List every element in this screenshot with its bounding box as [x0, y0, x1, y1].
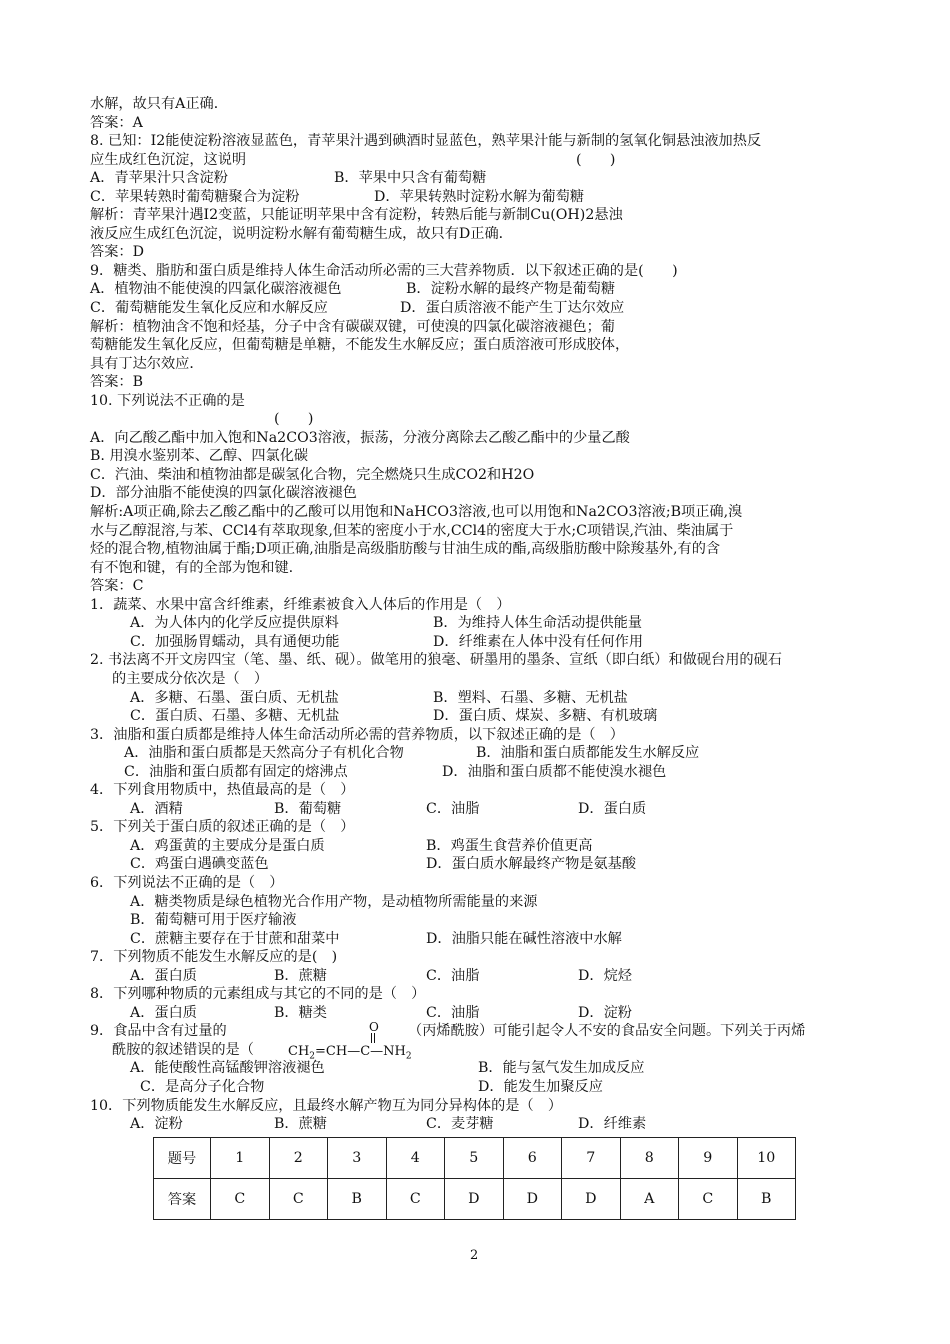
answer-cell: D	[445, 1179, 504, 1220]
answer-cell: A	[620, 1179, 679, 1220]
option-row: B. 用溴水鉴别苯、乙醇、四氯化碳	[90, 448, 309, 465]
question-number: 9	[679, 1138, 738, 1179]
question-line: 8．下列哪种物质的元素组成与其它的不同的是（ ）	[90, 986, 426, 1003]
question-line: 酰胺的叙述错误的是（	[112, 1041, 254, 1058]
analysis-line: 有不饱和键，有的全部为饱和键.	[90, 559, 294, 576]
option-row: A．蛋白质 B．蔗糖 C．油脂 D．烷烃	[130, 967, 632, 984]
option-row: C．是高分子化合物 D．能发生加聚反应	[140, 1078, 603, 1095]
question-line: 7．下列物质不能发生水解反应的是( )	[90, 949, 338, 966]
question-number: 10	[737, 1138, 796, 1179]
option-row: A．淀粉 B．蔗糖 C．麦芽糖 D．纤维素	[130, 1116, 647, 1133]
option-row: A．油脂和蛋白质都是天然高分子有机化合物 B．油脂和蛋白质都能发生水解反应	[124, 745, 700, 762]
analysis-line: 烃的混合物,植物油属于酯;D项正确,油脂是高级脂肪酸与甘油生成的酯,高级脂肪酸中除羧基外,有的含	[90, 541, 721, 558]
option-row: C．葡萄糖能发生氧化反应和水解反应 D．蛋白质溶液不能产生丁达尔效应	[90, 300, 625, 317]
answer-cell: C	[269, 1179, 328, 1220]
option-row: C．苹果转熟时葡萄糖聚合为淀粉 D．苹果转熟时淀粉水解为葡萄糖	[90, 188, 585, 205]
option-row: C．鸡蛋白遇碘变蓝色 D．蛋白质水解最终产物是氨基酸	[130, 856, 637, 873]
question-line: 的主要成分依次是（ ）	[112, 670, 269, 687]
option-row: A．植物油不能使溴的四氯化碳溶液褪色 B．淀粉水解的最终产物是葡萄糖	[90, 281, 616, 298]
answer-cell: D	[562, 1179, 621, 1220]
question-number: 1	[211, 1138, 270, 1179]
question-8-line: 8. 已知：I2能使淀粉溶液显蓝色，青苹果汁遇到碘酒时显蓝色，熟苹果汁能与新制的氢氧化铜悬浊液加热反	[90, 133, 762, 150]
answer-cell: C	[679, 1179, 738, 1220]
analysis-line: 水与乙醇混溶,与苯、CCl4有萃取现象,但苯的密度小于水,CCl4的密度大于水;C项错误,汽油、柴油属于	[90, 522, 734, 539]
question-line: 9．食品中含有过量的 （丙烯酰胺）可能引起令人不安的食品安全问题。下列关于丙烯	[90, 1023, 806, 1040]
option-row: C．汽油、柴油和植物油都是碳氢化合物，完全燃烧只生成CO2和H2O	[90, 466, 535, 483]
analysis-line: 具有丁达尔效应．	[90, 355, 204, 372]
question-number: 6	[503, 1138, 562, 1179]
answer-table	[153, 1137, 796, 1220]
question-number: 3	[328, 1138, 387, 1179]
answer-cell: C	[386, 1179, 445, 1220]
analysis-line: 解析：青苹果汁遇I2变蓝，只能证明苹果中含有淀粉，转熟后能与新制Cu(OH)2悬浊	[90, 207, 623, 224]
question-number: 8	[620, 1138, 679, 1179]
option-row: B．葡萄糖可用于医疗输液	[130, 912, 297, 929]
option-row: C．油脂和蛋白质都有固定的熔沸点 D．油脂和蛋白质都不能使溴水褪色	[124, 763, 667, 780]
question-8-line: 应生成红色沉淀，这说明 ( )	[90, 151, 616, 168]
text-block	[90, 95, 870, 1134]
answer-cell: B	[737, 1179, 796, 1220]
question-line: 1．蔬菜、水果中富含纤维素，纤维素被食入人体后的作用是（ ）	[90, 596, 511, 613]
answer-cell: B	[328, 1179, 387, 1220]
option-row: A．多糖、石墨、蛋白质、无机盐 B．塑料、石墨、多糖、无机盐	[130, 689, 628, 706]
answer-line: 答案：B	[90, 374, 143, 391]
question-number: 5	[445, 1138, 504, 1179]
analysis-line: 解析：植物油含不饱和烃基，分子中含有碳碳双键，可使溴的四氯化碳溶液褪色；葡	[90, 318, 615, 335]
option-row: A．向乙酸乙酯中加入饱和Na2CO3溶液，振荡，分液分离除去乙酸乙酯中的少量乙酸	[90, 429, 630, 446]
answer-label: 答案	[154, 1179, 211, 1220]
option-row: C．蔗糖主要存在于甘蔗和甜菜中 D．油脂只能在碱性溶液中水解	[130, 930, 622, 947]
formula-main: $CH_2=CH—C—NH_2$	[288, 1044, 412, 1062]
option-row: A．蛋白质 B．糖类 C．油脂 D．淀粉	[130, 1004, 632, 1021]
question-line: 2. 书法离不开文房四宝（笔、墨、纸、砚）。做笔用的狼毫、研墨用的墨条、宣纸（即白纸）和做砚台用的砚石	[90, 652, 782, 669]
question-number: 4	[386, 1138, 445, 1179]
option-row: A．为人体内的化学反应提供原料 B．为维持人体生命活动提供能量	[130, 615, 643, 632]
analysis-line: 解析:A项正确,除去乙酸乙酯中的乙酸可以用饱和NaHCO3溶液,也可以用饱和Na2CO3溶液;B项正确,溴	[90, 504, 743, 521]
answer-table-header-row	[154, 1138, 796, 1179]
analysis-line: 液反应生成红色沉淀，说明淀粉水解有葡萄糖生成，故只有D正确．	[90, 225, 513, 242]
question-line: 5．下列关于蛋白质的叙述正确的是（ ）	[90, 819, 355, 836]
option-row: A．酒精 B．葡萄糖 C．油脂 D．蛋白质	[130, 800, 647, 817]
question-number: 7	[562, 1138, 621, 1179]
option-row: C．加强肠胃蠕动，具有通便功能 D．纤维素在人体中没有任何作用	[130, 633, 644, 650]
option-row: A．鸡蛋黄的主要成分是蛋白质 B．鸡蛋生食营养价值更高	[130, 837, 593, 854]
option-row: D．部分油脂不能使溴的四氯化碳溶液褪色	[90, 485, 357, 502]
answer-line: 答案：C	[90, 578, 144, 595]
answer-cell: D	[503, 1179, 562, 1220]
option-row: C．蛋白质、石墨、多糖、无机盐 D．蛋白质、煤炭、多糖、有机玻璃	[130, 708, 658, 725]
option-row: A．糖类物质是绿色植物光合作用产物，是动植物所需能量的来源	[130, 893, 538, 910]
answer-line: 答案：D	[90, 244, 144, 261]
question-10-paren: ( )	[274, 411, 314, 428]
text-line: 水解，故只有A正确．	[90, 96, 228, 112]
question-line: 6．下列说法不正确的是（ ）	[90, 874, 284, 891]
answer-table-answer-row	[154, 1179, 796, 1220]
option-row: A．能使酸性高锰酸钾溶液褪色 B．能与氢气发生加成反应	[130, 1060, 645, 1077]
page-number: 2	[470, 1248, 479, 1263]
question-line: 4．下列食用物质中，热值最高的是（ ）	[90, 782, 355, 799]
option-row: A．青苹果汁只含淀粉 B．苹果中只含有葡萄糖	[90, 170, 487, 187]
acrylamide-formula	[288, 1020, 438, 1062]
analysis-line: 萄糖能发生氧化反应，但葡萄糖是单糖，不能发生水解反应；蛋白质溶液可形成胶体，	[90, 337, 630, 354]
question-number: 2	[269, 1138, 328, 1179]
answer-cell: C	[211, 1179, 270, 1220]
question-10-line: 10. 下列说法不正确的是	[90, 392, 245, 409]
header-label: 题号	[154, 1138, 211, 1179]
answer-line: 答案：A	[90, 114, 143, 131]
question-9-line: 9．糖类、脂肪和蛋白质是维持人体生命活动所必需的三大营养物质．以下叙述正确的是( )	[90, 262, 678, 279]
question-line: 10．下列物质能发生水解反应，且最终水解产物互为同分异构体的是（ ）	[90, 1097, 563, 1114]
double-bond-mark	[371, 1033, 375, 1043]
formula-oxygen: O	[369, 1020, 379, 1034]
question-line: 3．油脂和蛋白质都是维持人体生命活动所必需的营养物质，以下叙述正确的是（ ）	[90, 726, 624, 743]
